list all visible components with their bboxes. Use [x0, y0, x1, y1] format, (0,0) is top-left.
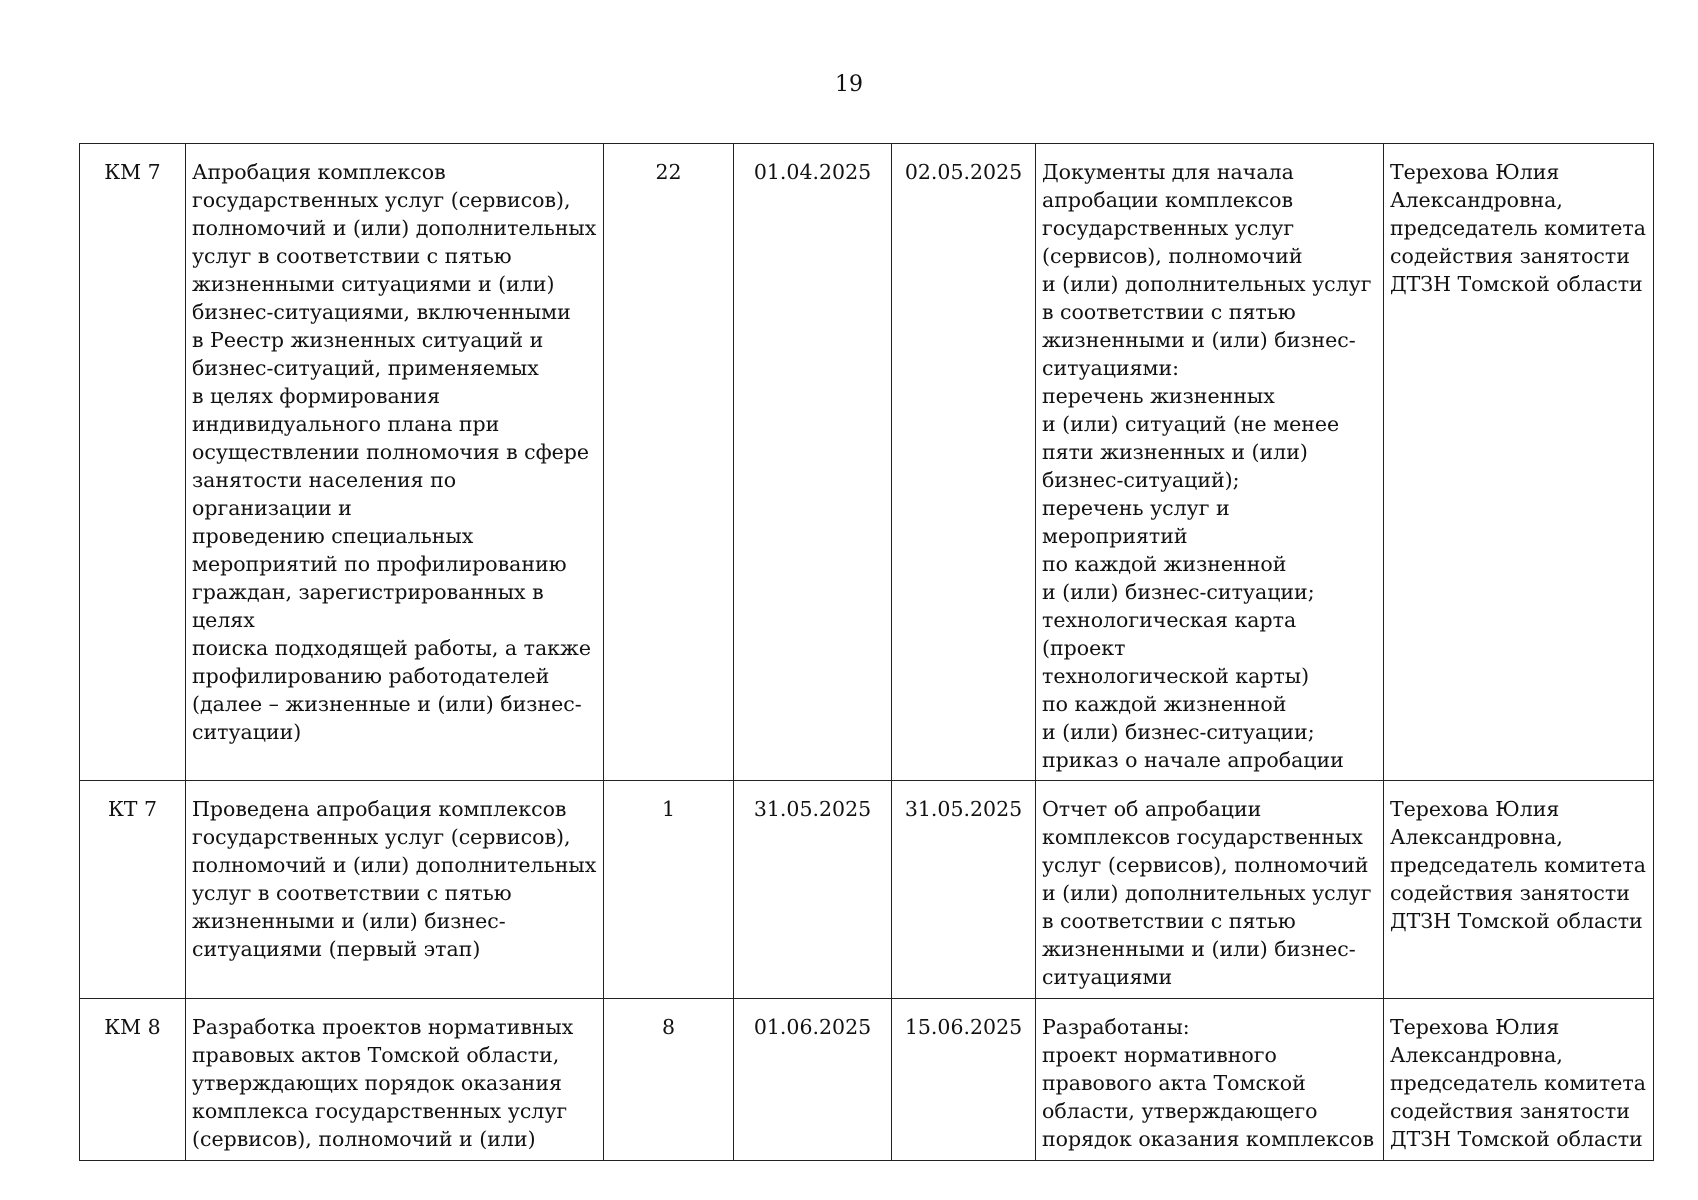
- row-end-date: 02.05.2025: [892, 144, 1036, 781]
- row-result: Разработаны: проект нормативного правового акта Томской области, утверждающего порядок оказания комплексов: [1036, 999, 1384, 1161]
- row-name: Проведена апробация комплексов государственных услуг (сервисов), полномочий и (или) дополнительных услуг в соответствии с пятью жизненными и (или) бизнес- ситуациями (первый этап): [186, 781, 604, 999]
- row-duration: 8: [604, 999, 734, 1161]
- row-end-date: 31.05.2025: [892, 781, 1036, 999]
- plan-table: [79, 143, 1654, 1161]
- row-code: КМ 8: [80, 999, 186, 1161]
- row-duration: 22: [604, 144, 734, 781]
- row-duration: 1: [604, 781, 734, 999]
- table-row: [80, 144, 1654, 781]
- row-responsible: Терехова Юлия Александровна, председатель комитета содействия занятости ДТЗН Томской области: [1384, 999, 1654, 1161]
- row-result: Документы для начала апробации комплексов государственных услуг (сервисов), полномочий и (или) дополнительных услуг в соответствии с пятью жизненными и (или) бизнес- ситуациями: перечень жизненных и (или) ситуаций (не менее пяти жизненных и (или) бизнес-ситуаций); перечень услуг и мероприятий по каждой жизненной и (или) бизнес-ситуации; технологическая карта (проект технологической карты) по каждой жизненной и (или) бизнес-ситуации; приказ о начале апробации: [1036, 144, 1384, 781]
- row-code: КМ 7: [80, 144, 186, 781]
- table-row: [80, 781, 1654, 999]
- page-number: 19: [835, 72, 863, 97]
- row-code: КТ 7: [80, 781, 186, 999]
- table-row: [80, 999, 1654, 1161]
- row-end-date: 15.06.2025: [892, 999, 1036, 1161]
- row-start-date: 01.04.2025: [734, 144, 892, 781]
- row-responsible: Терехова Юлия Александровна, председатель комитета содействия занятости ДТЗН Томской области: [1384, 144, 1654, 781]
- row-start-date: 01.06.2025: [734, 999, 892, 1161]
- row-start-date: 31.05.2025: [734, 781, 892, 999]
- row-result: Отчет об апробации комплексов государственных услуг (сервисов), полномочий и (или) дополнительных услуг в соответствии с пятью жизненными и (или) бизнес- ситуациями: [1036, 781, 1384, 999]
- row-name: Разработка проектов нормативных правовых актов Томской области, утверждающих порядок оказания комплекса государственных услуг (сервисов), полномочий и (или): [186, 999, 604, 1161]
- row-responsible: Терехова Юлия Александровна, председатель комитета содействия занятости ДТЗН Томской области: [1384, 781, 1654, 999]
- row-name: Апробация комплексов государственных услуг (сервисов), полномочий и (или) дополнительных услуг в соответствии с пятью жизненными ситуациями и (или) бизнес-ситуациями, включенными в Реестр жизненных ситуаций и бизнес-ситуаций, применяемых в целях формирования индивидуального плана при осуществлении полномочия в сфере занятости населения по организации и проведению специальных мероприятий по профилированию граждан, зарегистрированных в целях поиска подходящей работы, а также профилированию работодателей (далее – жизненные и (или) бизнес- ситуации): [186, 144, 604, 781]
